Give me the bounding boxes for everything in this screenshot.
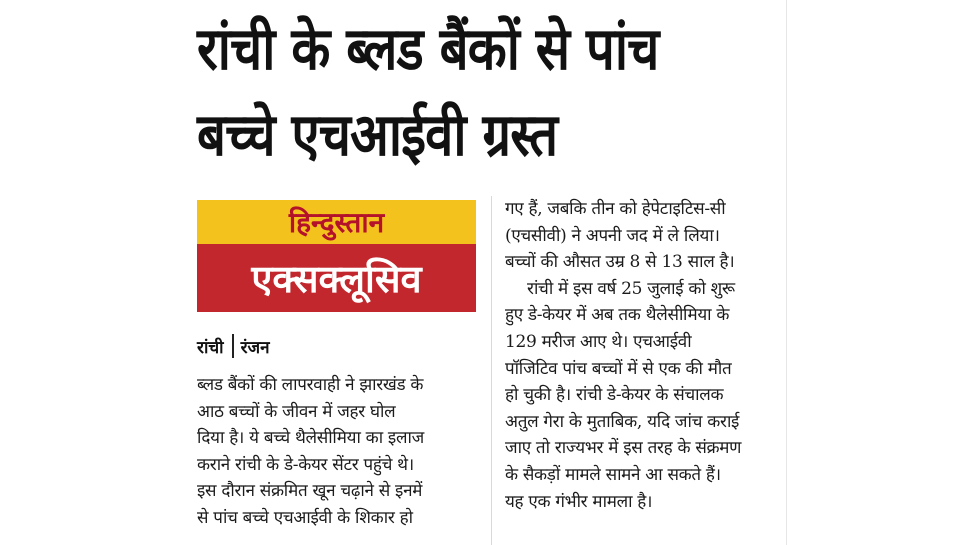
article-line: से पांच बच्चे एचआईवी के शिकार हो <box>197 507 413 528</box>
article-line: कराने रांची के डे-केयर सेंटर पहुंचे थे। <box>197 454 414 475</box>
article-line: जाए तो राज्यभर में इस तरह के संक्रमण <box>505 438 742 459</box>
article-line: अतुल गेरा के मुताबिक, यदि जांच कराई <box>505 411 740 432</box>
article-left-column <box>197 372 482 532</box>
article-line: इस दौरान संक्रमित खून चढ़ाने से इनमें <box>197 481 423 502</box>
article-line: हुए डे-केयर में अब तक थैलेसीमिया के <box>505 305 730 326</box>
article-line: आठ बच्चों के जीवन में जहर घोल <box>197 401 396 422</box>
byline-author: रंजन <box>240 337 270 358</box>
article-line: के सैकड़ों मामले सामने आ सकते हैं। <box>505 464 721 485</box>
logo-hindustan-label: हिन्दुस्तान <box>197 200 476 244</box>
article-line: 129 मरीज आए थे। एचआईवी <box>505 331 692 352</box>
article-right-column <box>505 196 785 515</box>
article-line: दिया है। ये बच्चे थैलेसीमिया का इलाज <box>197 428 424 449</box>
headline-line-2: बच्चे एचआईवी ग्रस्त <box>197 100 558 169</box>
byline-separator <box>232 334 234 358</box>
headline-line-1: रांची के ब्लड बैंकों से पांच <box>197 14 659 83</box>
article-line: गए हैं, जबकि तीन को हेपेटाइटिस-सी <box>505 199 726 219</box>
article-line: रांची में इस वर्ष 25 जुलाई को शुरू <box>527 278 735 299</box>
article-line: यह एक गंभीर मामला है। <box>505 491 653 512</box>
byline-place: रांची <box>197 337 224 358</box>
column-divider <box>491 196 492 545</box>
clipping-edge <box>786 0 787 545</box>
article-line: (एचसीवी) ने अपनी जद में ले लिया। <box>505 225 720 246</box>
byline <box>197 332 270 360</box>
headline <box>197 6 700 178</box>
article-line: हो चुकी है। रांची डे-केयर के संचालक <box>505 385 724 406</box>
hindustan-exclusive-logo <box>197 200 476 312</box>
article-line: बच्चों की औसत उम्र 8 से 13 साल है। <box>505 252 735 273</box>
newspaper-clipping <box>185 0 787 545</box>
article-line: पॉजिटिव पांच बच्चों में से एक की मौत <box>505 358 732 379</box>
logo-exclusive-label: एक्सक्लूसिव <box>197 244 476 312</box>
article-line: ब्लड बैंकों की लापरवाही ने झारखंड के <box>197 375 424 395</box>
